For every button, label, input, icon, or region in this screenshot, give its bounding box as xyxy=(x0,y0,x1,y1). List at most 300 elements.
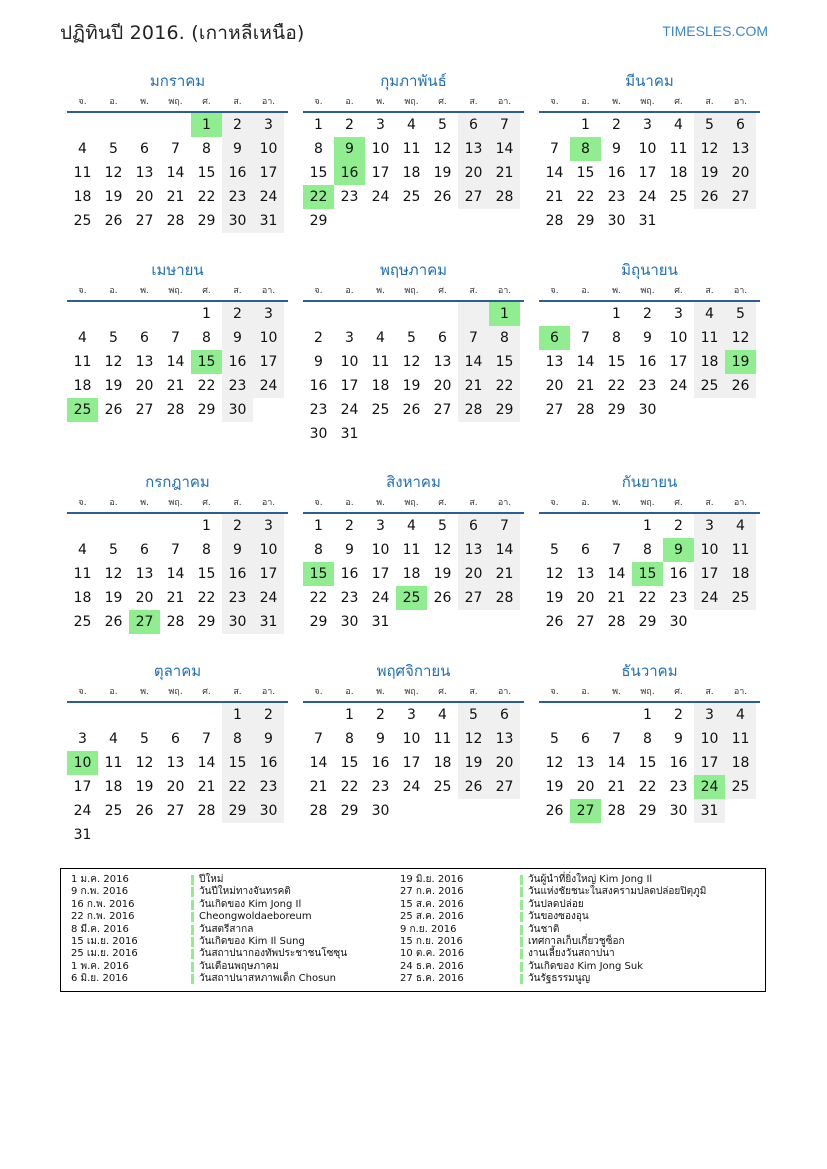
day-cell: 23 xyxy=(222,374,253,398)
week-row xyxy=(539,538,760,562)
day-cell: 27 xyxy=(135,213,154,229)
week-row xyxy=(303,422,524,446)
weekday-label: อา. xyxy=(733,286,748,296)
day-cell: 28 xyxy=(545,213,564,229)
weekday-label: อ. xyxy=(345,286,354,296)
day-cell: 7 xyxy=(171,330,180,346)
empty-day-cell xyxy=(663,398,694,422)
day-cell: 12 xyxy=(545,755,564,771)
month-title: ตุลาคม xyxy=(153,662,202,680)
weekday-label: อ. xyxy=(345,687,354,697)
day-cell: 9 xyxy=(345,542,354,558)
day-cell: 10 xyxy=(371,542,390,558)
day-cell: 26 xyxy=(104,402,123,418)
day-cell: 29 xyxy=(489,398,520,422)
day-cell: 14 xyxy=(489,137,520,161)
legend-marker xyxy=(191,925,194,935)
week-row xyxy=(303,514,524,538)
day-cell: 25 xyxy=(433,779,452,795)
weekday-label: พฤ. xyxy=(640,286,655,296)
day-cell: 13 xyxy=(433,354,452,370)
day-cell: 2 xyxy=(612,117,621,133)
legend-item xyxy=(71,899,347,911)
week-row xyxy=(303,751,524,775)
day-cell: 9 xyxy=(314,354,323,370)
week-row xyxy=(303,209,524,233)
empty-day-cell xyxy=(365,302,396,326)
day-cell: 31 xyxy=(371,614,390,630)
day-cell: 18 xyxy=(402,566,421,582)
day-cell: 7 xyxy=(489,514,520,538)
day-cell: 21 xyxy=(489,161,520,185)
empty-day-cell xyxy=(396,422,427,446)
day-cell: 15 xyxy=(197,165,216,181)
month-block xyxy=(539,70,760,255)
week-row xyxy=(67,185,288,209)
day-cell: 20 xyxy=(576,779,595,795)
month-block xyxy=(539,660,760,845)
day-cell: 21 xyxy=(166,378,185,394)
weekday-label: ศ. xyxy=(202,687,211,697)
day-cell: 3 xyxy=(694,703,725,727)
week-row xyxy=(67,398,288,422)
empty-day-cell xyxy=(694,610,725,634)
weekday-label: อ. xyxy=(345,498,354,508)
legend-holiday-name: งานเลี้ยงวันสถาปนา xyxy=(528,948,615,960)
empty-day-cell xyxy=(427,209,458,233)
day-cell: 27 xyxy=(458,185,489,209)
day-cell: 14 xyxy=(458,350,489,374)
day-cell: 16 xyxy=(222,161,253,185)
day-cell: 28 xyxy=(607,803,626,819)
day-cell: 25 xyxy=(402,189,421,205)
empty-day-cell xyxy=(489,610,520,634)
month-block xyxy=(539,471,760,656)
legend-date: 27 ก.ค. 2016 xyxy=(400,886,464,898)
week-row xyxy=(67,538,288,562)
week-row xyxy=(303,398,524,422)
day-cell: 31 xyxy=(638,213,657,229)
day-cell: 17 xyxy=(371,566,390,582)
day-cell: 5 xyxy=(550,731,559,747)
brand-link[interactable]: TIMESLES.COM xyxy=(662,23,768,39)
empty-day-cell xyxy=(427,422,458,446)
day-cell: 26 xyxy=(104,213,123,229)
day-cell: 30 xyxy=(340,614,359,630)
month-days xyxy=(67,703,288,847)
week-row xyxy=(303,799,524,823)
day-cell: 30 xyxy=(607,213,626,229)
day-cell: 6 xyxy=(489,703,520,727)
week-row xyxy=(539,113,760,137)
weekday-label: พฤ. xyxy=(404,687,419,697)
day-cell: 30 xyxy=(638,402,657,418)
month-title: กรกฎาคม xyxy=(145,473,210,491)
weekday-label: อ. xyxy=(581,97,590,107)
weekday-label: จ. xyxy=(314,498,323,508)
day-cell: 24 xyxy=(253,586,284,610)
week-row xyxy=(303,562,524,586)
day-cell: 6 xyxy=(140,330,149,346)
day-cell: 2 xyxy=(345,518,354,534)
day-cell: 23 xyxy=(638,378,657,394)
day-cell: 4 xyxy=(725,514,756,538)
day-cell: 18 xyxy=(694,350,725,374)
empty-day-cell xyxy=(67,113,98,137)
day-cell: 5 xyxy=(438,117,447,133)
weekday-label: ส. xyxy=(705,498,714,508)
legend-column-left xyxy=(71,874,347,986)
week-row xyxy=(67,209,288,233)
month-title: พฤศจิกายน xyxy=(376,662,451,680)
day-cell: 3 xyxy=(376,117,385,133)
month-days xyxy=(303,514,524,634)
holiday-day-cell: 6 xyxy=(539,326,570,350)
day-cell: 31 xyxy=(73,827,92,843)
legend-marker xyxy=(191,900,194,910)
empty-day-cell xyxy=(191,703,222,727)
day-cell: 2 xyxy=(674,707,683,723)
day-cell: 25 xyxy=(725,775,756,799)
legend-marker xyxy=(191,974,194,984)
day-cell: 5 xyxy=(694,113,725,137)
weekday-header xyxy=(303,95,524,109)
week-row xyxy=(303,727,524,751)
day-cell: 24 xyxy=(694,586,725,610)
day-cell: 8 xyxy=(345,731,354,747)
day-cell: 15 xyxy=(340,755,359,771)
weekday-header xyxy=(303,284,524,298)
day-cell: 13 xyxy=(135,354,154,370)
day-cell: 26 xyxy=(135,803,154,819)
day-cell: 6 xyxy=(438,330,447,346)
day-cell: 8 xyxy=(489,326,520,350)
weekday-header xyxy=(303,496,524,510)
legend-date: 24 ธ.ค. 2016 xyxy=(400,960,464,972)
weekday-label: ศ. xyxy=(674,498,683,508)
week-row xyxy=(67,302,288,326)
day-cell: 24 xyxy=(253,185,284,209)
day-cell: 1 xyxy=(314,518,323,534)
week-row xyxy=(539,727,760,751)
day-cell: 20 xyxy=(135,189,154,205)
month-block xyxy=(67,660,288,845)
legend-date: 8 มี.ค. 2016 xyxy=(71,923,129,935)
day-cell: 6 xyxy=(725,113,756,137)
legend-item xyxy=(71,948,347,960)
day-cell: 4 xyxy=(694,302,725,326)
day-cell: 29 xyxy=(638,803,657,819)
day-cell: 1 xyxy=(643,518,652,534)
day-cell: 7 xyxy=(202,731,211,747)
weekday-label: อา. xyxy=(497,286,512,296)
weekday-label: พ. xyxy=(612,687,621,697)
empty-day-cell xyxy=(725,610,756,634)
day-cell: 16 xyxy=(253,751,284,775)
day-cell: 30 xyxy=(222,610,253,634)
legend-holiday-name: วันเกิดของ Kim Jong Suk xyxy=(528,960,643,972)
day-cell: 18 xyxy=(73,378,92,394)
day-cell: 20 xyxy=(725,161,756,185)
day-cell: 24 xyxy=(340,402,359,418)
empty-day-cell xyxy=(427,799,458,823)
holiday-day-cell: 27 xyxy=(570,799,601,823)
weekday-label: อ. xyxy=(109,286,118,296)
day-cell: 13 xyxy=(166,755,185,771)
day-cell: 26 xyxy=(402,402,421,418)
holiday-day-cell: 27 xyxy=(129,610,160,634)
day-cell: 14 xyxy=(166,354,185,370)
weekday-header xyxy=(67,685,288,699)
empty-day-cell xyxy=(539,113,570,137)
day-cell: 23 xyxy=(669,590,688,606)
day-cell: 18 xyxy=(73,590,92,606)
day-cell: 3 xyxy=(345,330,354,346)
weekday-header xyxy=(539,95,760,109)
day-cell: 19 xyxy=(433,165,452,181)
empty-day-cell xyxy=(129,302,160,326)
day-cell: 8 xyxy=(643,731,652,747)
day-cell: 6 xyxy=(458,514,489,538)
day-cell: 28 xyxy=(489,185,520,209)
empty-day-cell xyxy=(570,703,601,727)
week-row xyxy=(67,610,288,634)
week-row xyxy=(67,586,288,610)
weekday-label: อ. xyxy=(109,498,118,508)
day-cell: 4 xyxy=(78,330,87,346)
month-title: พฤษภาคม xyxy=(379,261,448,279)
day-cell: 21 xyxy=(197,779,216,795)
weekday-label: อา. xyxy=(497,97,512,107)
weekday-header xyxy=(67,496,288,510)
day-cell: 9 xyxy=(253,727,284,751)
holiday-day-cell: 16 xyxy=(334,161,365,185)
day-cell: 20 xyxy=(458,562,489,586)
week-row xyxy=(303,703,524,727)
day-cell: 23 xyxy=(669,779,688,795)
day-cell: 18 xyxy=(433,755,452,771)
day-cell: 18 xyxy=(104,779,123,795)
day-cell: 9 xyxy=(222,538,253,562)
day-cell: 17 xyxy=(340,378,359,394)
empty-day-cell xyxy=(98,514,129,538)
day-cell: 7 xyxy=(581,330,590,346)
legend-date: 15 เม.ย. 2016 xyxy=(71,935,138,947)
day-cell: 13 xyxy=(489,727,520,751)
weekday-label: ศ. xyxy=(674,97,683,107)
weekday-label: อา. xyxy=(261,97,276,107)
weekday-label: ศ. xyxy=(438,286,447,296)
month-days xyxy=(539,113,760,233)
day-cell: 20 xyxy=(166,779,185,795)
legend-marker xyxy=(520,887,523,897)
day-cell: 2 xyxy=(222,113,253,137)
legend-item xyxy=(71,886,347,898)
day-cell: 4 xyxy=(376,330,385,346)
weekday-label: พ. xyxy=(376,687,385,697)
week-row xyxy=(67,137,288,161)
empty-day-cell xyxy=(191,823,222,847)
day-cell: 29 xyxy=(222,799,253,823)
legend-item xyxy=(71,973,347,985)
legend-item xyxy=(400,936,706,948)
week-row xyxy=(67,326,288,350)
day-cell: 12 xyxy=(694,137,725,161)
day-cell: 20 xyxy=(576,590,595,606)
day-cell: 26 xyxy=(104,614,123,630)
empty-day-cell xyxy=(489,209,520,233)
week-row xyxy=(303,374,524,398)
holiday-day-cell: 25 xyxy=(396,586,427,610)
day-cell: 22 xyxy=(489,374,520,398)
weekday-label: อา. xyxy=(261,498,276,508)
day-cell: 6 xyxy=(140,542,149,558)
day-cell: 28 xyxy=(166,614,185,630)
legend-date: 19 มิ.ย. 2016 xyxy=(400,874,464,885)
month-title: กุมภาพันธ์ xyxy=(380,72,447,90)
week-row xyxy=(303,137,524,161)
week-row xyxy=(539,398,760,422)
weekday-label: พ. xyxy=(140,687,149,697)
day-cell: 20 xyxy=(433,378,452,394)
day-cell: 15 xyxy=(222,751,253,775)
weekday-label: อ. xyxy=(109,687,118,697)
week-row xyxy=(67,562,288,586)
legend-date: 25 เม.ย. 2016 xyxy=(71,948,138,960)
weekday-label: พฤ. xyxy=(168,687,183,697)
legend-item xyxy=(400,886,706,898)
legend-marker xyxy=(520,962,523,972)
holiday-day-cell: 15 xyxy=(632,562,663,586)
day-cell: 11 xyxy=(104,755,123,771)
day-cell: 28 xyxy=(166,402,185,418)
month-days xyxy=(303,302,524,446)
weekday-label: พฤ. xyxy=(404,498,419,508)
day-cell: 18 xyxy=(371,378,390,394)
week-row xyxy=(67,727,288,751)
day-cell: 19 xyxy=(458,751,489,775)
empty-day-cell xyxy=(365,209,396,233)
day-cell: 17 xyxy=(402,755,421,771)
week-row xyxy=(539,350,760,374)
weekday-label: ศ. xyxy=(202,498,211,508)
day-cell: 4 xyxy=(725,703,756,727)
weekday-label: อ. xyxy=(109,97,118,107)
day-cell: 27 xyxy=(135,402,154,418)
empty-day-cell xyxy=(725,209,756,233)
day-cell: 24 xyxy=(73,803,92,819)
legend-holiday-name: วันชาติ xyxy=(528,923,560,935)
weekday-label: พ. xyxy=(612,97,621,107)
page-title: ปฏิทินปี 2016. (เกาหลีเหนือ) xyxy=(60,22,305,44)
weekday-label: จ. xyxy=(314,286,323,296)
empty-day-cell xyxy=(334,209,365,233)
day-cell: 7 xyxy=(489,113,520,137)
week-row xyxy=(303,185,524,209)
month-title: มีนาคม xyxy=(625,72,674,90)
day-cell: 22 xyxy=(197,590,216,606)
day-cell: 30 xyxy=(253,799,284,823)
legend-item xyxy=(71,924,347,936)
day-cell: 8 xyxy=(612,330,621,346)
weekday-label: ส. xyxy=(233,687,242,697)
weekday-label: พ. xyxy=(612,498,621,508)
day-cell: 18 xyxy=(669,165,688,181)
month-title: มกราคม xyxy=(149,72,206,90)
day-cell: 28 xyxy=(197,803,216,819)
legend-date: 9 ก.ย. 2016 xyxy=(400,923,457,935)
day-cell: 24 xyxy=(371,189,390,205)
day-cell: 21 xyxy=(309,779,328,795)
legend-date: 16 ก.พ. 2016 xyxy=(71,898,135,910)
legend-marker xyxy=(191,887,194,897)
day-cell: 5 xyxy=(140,731,149,747)
day-cell: 22 xyxy=(607,378,626,394)
day-cell: 19 xyxy=(433,566,452,582)
day-cell: 17 xyxy=(253,350,284,374)
empty-day-cell xyxy=(67,302,98,326)
day-cell: 23 xyxy=(222,586,253,610)
weekday-label: จ. xyxy=(314,687,323,697)
month-days xyxy=(67,113,288,233)
day-cell: 16 xyxy=(669,566,688,582)
holiday-day-cell: 9 xyxy=(663,538,694,562)
empty-day-cell xyxy=(601,703,632,727)
day-cell: 11 xyxy=(725,538,756,562)
day-cell: 16 xyxy=(309,378,328,394)
legend-marker xyxy=(191,962,194,972)
day-cell: 22 xyxy=(222,775,253,799)
day-cell: 9 xyxy=(222,137,253,161)
day-cell: 25 xyxy=(73,614,92,630)
day-cell: 23 xyxy=(607,189,626,205)
weekday-label: พฤ. xyxy=(640,498,655,508)
day-cell: 22 xyxy=(576,189,595,205)
day-cell: 28 xyxy=(576,402,595,418)
day-cell: 14 xyxy=(545,165,564,181)
weekday-label: พ. xyxy=(376,498,385,508)
week-row xyxy=(303,161,524,185)
day-cell: 4 xyxy=(78,542,87,558)
weekday-label: จ. xyxy=(550,687,559,697)
day-cell: 8 xyxy=(202,330,211,346)
weekday-label: อา. xyxy=(261,687,276,697)
day-cell: 8 xyxy=(202,141,211,157)
day-cell: 21 xyxy=(489,562,520,586)
day-cell: 14 xyxy=(166,566,185,582)
day-cell: 13 xyxy=(135,165,154,181)
day-cell: 22 xyxy=(197,378,216,394)
empty-day-cell xyxy=(427,302,458,326)
day-cell: 5 xyxy=(550,542,559,558)
day-cell: 9 xyxy=(643,330,652,346)
month-block xyxy=(303,660,524,845)
empty-day-cell xyxy=(396,610,427,634)
day-cell: 28 xyxy=(607,614,626,630)
weekday-label: พฤ. xyxy=(640,97,655,107)
weekday-label: พฤ. xyxy=(404,286,419,296)
day-cell: 14 xyxy=(489,538,520,562)
day-cell: 13 xyxy=(545,354,564,370)
day-cell: 28 xyxy=(458,398,489,422)
day-cell: 19 xyxy=(545,590,564,606)
empty-day-cell xyxy=(98,302,129,326)
weekday-label: ส. xyxy=(705,687,714,697)
week-row xyxy=(303,326,524,350)
day-cell: 27 xyxy=(489,775,520,799)
day-cell: 31 xyxy=(340,426,359,442)
day-cell: 14 xyxy=(166,165,185,181)
